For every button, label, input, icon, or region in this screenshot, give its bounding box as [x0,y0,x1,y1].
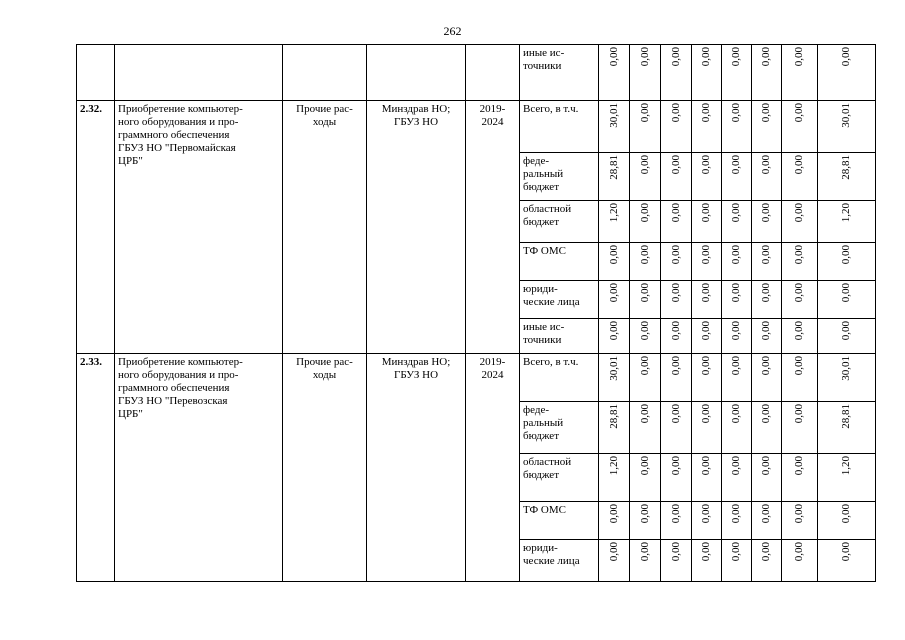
value-cell [818,354,876,402]
value-cell [722,201,752,243]
value: 1,20 [607,456,620,476]
table-row [77,354,876,402]
value: 0,00 [793,404,805,424]
value-cell [692,540,722,582]
value: 0,00 [793,245,805,265]
value: 0,00 [793,456,805,476]
value-cell [782,402,818,454]
value: 0,00 [760,245,772,265]
value: 0,00 [669,103,682,123]
value: 0,00 [607,47,620,67]
value-cell [752,402,782,454]
value-cell [752,201,782,243]
item-executor: Минздрав НО; ГБУЗ НО [367,354,466,582]
value: 0,00 [638,542,651,562]
value-cell [692,281,722,319]
value-cell [661,454,692,502]
value: 0,00 [793,155,805,175]
period-cell [466,45,520,101]
value: 0,00 [793,283,805,303]
value-cell [630,45,661,101]
value: 0,00 [669,245,682,265]
value-cell [752,354,782,402]
source-cell: областной бюджет [520,201,599,243]
value: 0,00 [730,103,742,123]
value: 0,00 [669,47,682,67]
value-cell [692,153,722,201]
value-cell [599,281,630,319]
value-cell [818,153,876,201]
value-cell [722,243,752,281]
value: 0,00 [760,504,772,524]
value: 0,00 [669,283,682,303]
value-cell [692,319,722,354]
value: 0,00 [700,456,712,476]
value-cell [692,101,722,153]
value: 0,00 [638,404,651,424]
item-period: 2019- 2024 [466,354,520,582]
value: 0,00 [760,456,772,476]
item-number: 2.32. [77,101,115,354]
value-cell [630,201,661,243]
value-cell [630,354,661,402]
value-cell [722,45,752,101]
budget-table [76,44,876,582]
value: 0,00 [840,321,852,341]
value-cell [782,281,818,319]
value-cell [692,243,722,281]
value: 0,00 [793,103,805,123]
value-cell [818,201,876,243]
value-cell [782,101,818,153]
value: 0,00 [638,356,651,376]
value-cell [599,540,630,582]
executor-cell [367,45,466,101]
value: 0,00 [669,356,682,376]
value: 0,00 [669,155,682,175]
value-cell [722,153,752,201]
source-cell: юриди- ческие лица [520,540,599,582]
value-cell [722,319,752,354]
value: 28,81 [607,404,620,429]
value: 28,81 [840,155,852,180]
value-cell [630,319,661,354]
value-cell [630,502,661,540]
value: 0,00 [730,47,742,67]
value-cell [818,402,876,454]
value: 0,00 [793,321,805,341]
value: 0,00 [840,283,852,303]
value: 0,00 [607,283,620,303]
value: 0,00 [730,155,742,175]
value-cell [782,243,818,281]
value: 28,81 [840,404,852,429]
value-cell [752,45,782,101]
value: 0,00 [793,47,805,67]
value: 0,00 [607,245,620,265]
value-cell [782,540,818,582]
value-cell [752,153,782,201]
value-cell [782,354,818,402]
value-cell [782,319,818,354]
page-number: 262 [443,24,462,38]
source-cell: юриди- ческие лица [520,281,599,319]
value: 0,00 [760,542,772,562]
item-name: Приобретение компьютер- ного оборудования и про- граммного обеспечения ГБУЗ НО "Первомайская ЦРБ" [115,101,283,354]
value-cell [692,502,722,540]
value: 0,00 [700,283,712,303]
value: 0,00 [669,321,682,341]
value-cell [818,319,876,354]
value: 0,00 [730,356,742,376]
value-cell [722,540,752,582]
value: 0,00 [638,283,651,303]
source-cell: областной бюджет [520,454,599,502]
value-cell [599,319,630,354]
value: 0,00 [669,203,682,223]
item-name: Приобретение компьютер- ного оборудования и про- граммного обеспечения ГБУЗ НО "Перевозская ЦРБ" [115,354,283,582]
value-cell [818,45,876,101]
value-cell [661,101,692,153]
item-expense-type: Прочие рас- ходы [283,354,367,582]
value-cell [752,243,782,281]
value: 0,00 [638,203,651,223]
number-cell [77,45,115,101]
value: 0,00 [760,103,772,123]
value: 0,00 [700,245,712,265]
value-cell [661,243,692,281]
value: 0,00 [793,542,805,562]
value: 0,00 [700,504,712,524]
table-body [77,45,876,582]
value: 0,00 [760,356,772,376]
value-cell [752,454,782,502]
value-cell [782,502,818,540]
value-cell [599,45,630,101]
value: 0,00 [700,47,712,67]
value-cell [661,281,692,319]
value: 0,00 [730,404,742,424]
expense-type-cell [283,45,367,101]
value-cell [692,354,722,402]
item-period: 2019- 2024 [466,101,520,354]
value-cell [630,281,661,319]
value: 0,00 [700,155,712,175]
value-cell [692,454,722,502]
value: 30,01 [840,103,852,128]
value: 30,01 [840,356,852,381]
value-cell [752,540,782,582]
value: 0,00 [607,504,620,524]
value: 0,00 [793,203,805,223]
value-cell [752,319,782,354]
item-executor: Минздрав НО; ГБУЗ НО [367,101,466,354]
value: 0,00 [760,283,772,303]
value-cell [818,454,876,502]
source-cell: ТФ ОМС [520,243,599,281]
value-cell [782,454,818,502]
value: 30,01 [607,356,620,381]
source-cell: феде- ральный бюджет [520,153,599,201]
source-cell: Всего, в т.ч. [520,354,599,402]
value-cell [599,153,630,201]
value: 0,00 [730,245,742,265]
item-expense-type: Прочие рас- ходы [283,101,367,354]
name-cell [115,45,283,101]
value-cell [752,101,782,153]
value: 0,00 [700,542,712,562]
value: 30,01 [607,103,620,128]
value: 28,81 [607,155,620,180]
value-cell [818,540,876,582]
value-cell [782,201,818,243]
value: 0,00 [730,283,742,303]
value-cell [661,45,692,101]
value-cell [599,354,630,402]
value: 0,00 [638,155,651,175]
value: 0,00 [793,504,805,524]
value: 0,00 [638,504,651,524]
value-cell [752,502,782,540]
value: 0,00 [730,203,742,223]
value: 0,00 [840,245,852,265]
value-cell [599,402,630,454]
value-cell [661,354,692,402]
value: 0,00 [638,245,651,265]
value-cell [752,281,782,319]
value-cell [818,101,876,153]
value-cell [630,540,661,582]
value: 0,00 [700,203,712,223]
value-cell [599,101,630,153]
value: 0,00 [760,404,772,424]
value-cell [782,45,818,101]
value-cell [661,502,692,540]
value: 0,00 [669,542,682,562]
value-cell [630,153,661,201]
value: 0,00 [638,321,651,341]
source-cell: ТФ ОМС [520,502,599,540]
source-cell: иные ис- точники [520,319,599,354]
value: 0,00 [730,321,742,341]
value-cell [630,101,661,153]
value: 0,00 [760,155,772,175]
value-cell [630,402,661,454]
value: 0,00 [700,321,712,341]
value-cell [722,101,752,153]
value-cell [599,201,630,243]
value: 0,00 [638,456,651,476]
value: 0,00 [840,504,852,524]
value: 1,20 [840,456,852,476]
value-cell [722,502,752,540]
value-cell [722,402,752,454]
value: 0,00 [700,103,712,123]
value-cell [661,153,692,201]
value: 0,00 [700,356,712,376]
value: 0,00 [793,356,805,376]
value-cell [630,243,661,281]
value-cell [599,502,630,540]
table-row [77,45,876,101]
value: 1,20 [607,203,620,223]
value-cell [818,243,876,281]
value-cell [692,201,722,243]
value: 1,20 [840,203,852,223]
source-cell: Всего, в т.ч. [520,101,599,153]
value: 0,00 [730,456,742,476]
value: 0,00 [700,404,712,424]
value: 0,00 [669,504,682,524]
value-cell [722,281,752,319]
value: 0,00 [760,203,772,223]
value-cell [661,319,692,354]
item-number: 2.33. [77,354,115,582]
value: 0,00 [669,404,682,424]
value: 0,00 [730,542,742,562]
value: 0,00 [730,504,742,524]
value-cell [661,402,692,454]
value: 0,00 [638,103,651,123]
source-cell: иные ис- точники [520,45,599,101]
value-cell [782,153,818,201]
value-cell [722,454,752,502]
value: 0,00 [638,47,651,67]
value-cell [818,502,876,540]
value-cell [722,354,752,402]
value-cell [692,45,722,101]
value: 0,00 [840,47,852,67]
value: 0,00 [760,321,772,341]
value: 0,00 [607,321,620,341]
value-cell [661,540,692,582]
value: 0,00 [607,542,620,562]
source-cell: феде- ральный бюджет [520,402,599,454]
table-row [77,101,876,153]
value-cell [599,243,630,281]
value: 0,00 [840,542,852,562]
value-cell [599,454,630,502]
value-cell [692,402,722,454]
value: 0,00 [669,456,682,476]
value-cell [630,454,661,502]
value: 0,00 [760,47,772,67]
value-cell [818,281,876,319]
value-cell [661,201,692,243]
